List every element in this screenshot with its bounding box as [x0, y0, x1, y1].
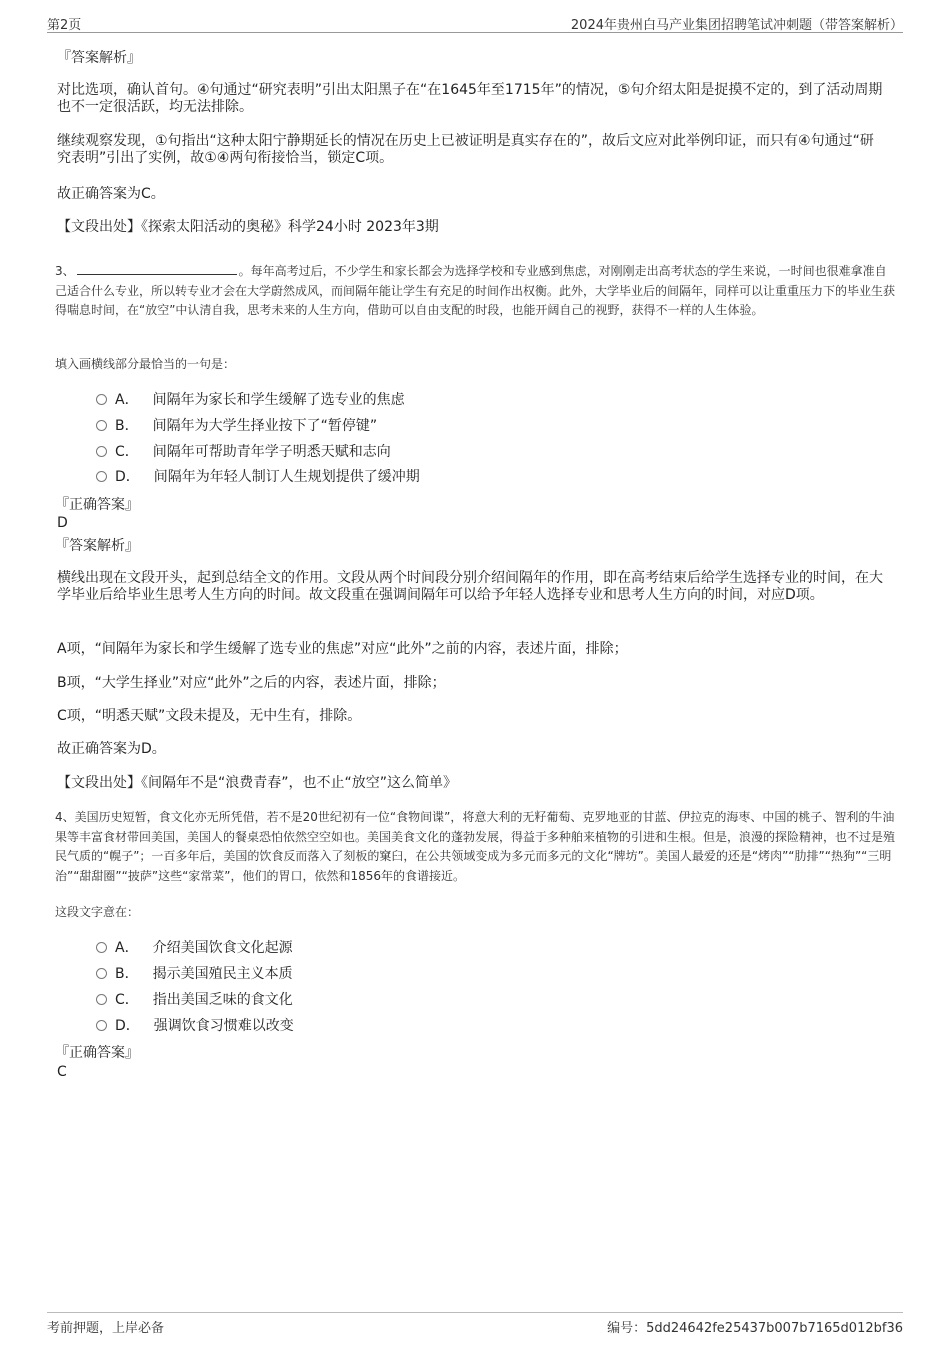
- q3-analysis-para3: B项，“大学生择业”对应“此外”之后的内容，表述片面，排除；: [57, 675, 446, 691]
- q3-option-b[interactable]: B． 间隔年为大学生择业按下了“暂停键”: [96, 417, 377, 435]
- q4-answer-label: 『正确答案』: [55, 1045, 139, 1061]
- page-footer: [47, 1312, 903, 1337]
- q3-passage-text: 。每年高考过后，不少学生和家长都会为选择学校和专业感到焦虑，对刚刚走出高考状态的学生来说，一时间也很难拿准自己适合什么专业，所以转专业才会在大学蔚然成风，而间隔年能让学生有充足的时间作出权衡。此外，大学毕业后的间隔年，同样可以让重重压力下的毕业生获得喘息时间，在“放空”中认清自我，思考未来的人生方向，借助可以自由支配的时段，也能开阔自己的视野，获得不一样的人生体验。: [55, 264, 896, 317]
- footer-serial: 编号：5dd24642fe25437b007b7165d012bf36: [607, 1321, 903, 1336]
- radio-icon[interactable]: [96, 968, 107, 979]
- q3-prompt: 填入画横线部分最恰当的一句是：: [55, 357, 236, 371]
- q3-analysis-para2: A项，“间隔年为家长和学生缓解了选专业的焦虑”对应“此外”之前的内容，表述片面，排除；: [57, 641, 628, 657]
- q4-answer: C: [57, 1064, 67, 1080]
- q2-analysis-label: 『答案解析』: [57, 50, 141, 66]
- radio-icon[interactable]: [96, 446, 107, 457]
- q2-analysis-para1: 对比选项，确认首句。④句通过“研究表明”引出太阳黑子在“在1645年至1715年”的情况，⑤句介绍太阳是捉摸不定的，到了活动周期也不一定很活跃，均无法排除。: [57, 82, 883, 115]
- q3-number: 3、: [55, 264, 75, 278]
- q4-option-d[interactable]: D． 强调饮食习惯难以改变: [96, 1017, 294, 1035]
- q4-option-b[interactable]: B． 揭示美国殖民主义本质: [96, 965, 293, 983]
- document-title: 2024年贵州白马产业集团招聘笔试冲刺题（带答案解析）: [570, 18, 903, 33]
- q4-passage: 4、美国历史短暂，食文化亦无所凭借，若不是20世纪初有一位“食物间谍”，将意大利的无籽葡萄、克罗地亚的甘蓝、伊拉克的海枣、中国的桃子、智利的牛油果等丰富食材带回美国，美国人的餐桌恐怕依然空空如也。美国美食文化的蓬勃发展，得益于多种舶来植物的引进和生根。但是，浪漫的探险精神，也不过是殖民气质的“幌子”；一百多年后，美国的饮食反而落入了刻板的窠臼，在公共领域变成为多元而多元的文化“牌坊”。美国人最爱的还是“烤肉”“肋排”“热狗”“三明治”“甜甜圈”“披萨”这些“家常菜”，他们的胃口，依然和1856年的食谱接近。: [55, 810, 896, 883]
- page-header: [47, 12, 903, 33]
- q3-analysis-para4: C项，“明悉天赋”文段未提及，无中生有，排除。: [57, 708, 362, 724]
- q3-conclusion: 故正确答案为D。: [57, 741, 166, 757]
- q3-answer: D: [57, 515, 68, 531]
- radio-icon[interactable]: [96, 420, 107, 431]
- radio-icon[interactable]: [96, 994, 107, 1005]
- page-number: 第2页: [47, 18, 82, 33]
- radio-icon[interactable]: [96, 394, 107, 405]
- q2-analysis-para2: 继续观察发现，①句指出“这种太阳宁静期延长的情况在历史上已被证明是真实存在的”，故后文应对此举例印证，而只有④句通过“研究表明”引出了实例，故①④两句衔接恰当，锁定C项。: [57, 133, 874, 166]
- q3-passage: [55, 262, 898, 321]
- q3-answer-label: 『正确答案』: [55, 497, 139, 513]
- q3-option-d[interactable]: D． 间隔年为年轻人制订人生规划提供了缓冲期: [96, 468, 420, 486]
- q3-blank: [77, 264, 237, 275]
- q2-source: 【文段出处】《探索太阳活动的奥秘》科学24小时 2023年3期: [57, 219, 439, 235]
- q3-analysis-para1: 横线出现在文段开头，起到总结全文的作用。文段从两个时间段分别介绍间隔年的作用，即在高考结束后给学生选择专业的时间，在大学毕业后给毕业生思考人生方向的时间。故文段重在强调间隔年可以给予年轻人选择专业和思考人生方向的时间，对应D项。: [57, 570, 883, 603]
- q2-conclusion: 故正确答案为C。: [57, 186, 165, 202]
- radio-icon[interactable]: [96, 471, 107, 482]
- q4-option-c[interactable]: C． 指出美国乏味的食文化: [96, 991, 293, 1009]
- q3-option-a[interactable]: A． 间隔年为家长和学生缓解了选专业的焦虑: [96, 391, 405, 409]
- radio-icon[interactable]: [96, 942, 107, 953]
- q3-source: 【文段出处】《间隔年不是“浪费青春”，也不止“放空”这么简单》: [57, 775, 458, 791]
- radio-icon[interactable]: [96, 1020, 107, 1031]
- q4-prompt: 这段文字意在：: [55, 905, 140, 919]
- q3-analysis-label: 『答案解析』: [55, 538, 139, 554]
- q4-option-a[interactable]: A． 介绍美国饮食文化起源: [96, 939, 293, 957]
- footer-slogan: 考前押题，上岸必备: [47, 1321, 165, 1336]
- q3-option-c[interactable]: C． 间隔年可帮助青年学子明悉天赋和志向: [96, 443, 391, 461]
